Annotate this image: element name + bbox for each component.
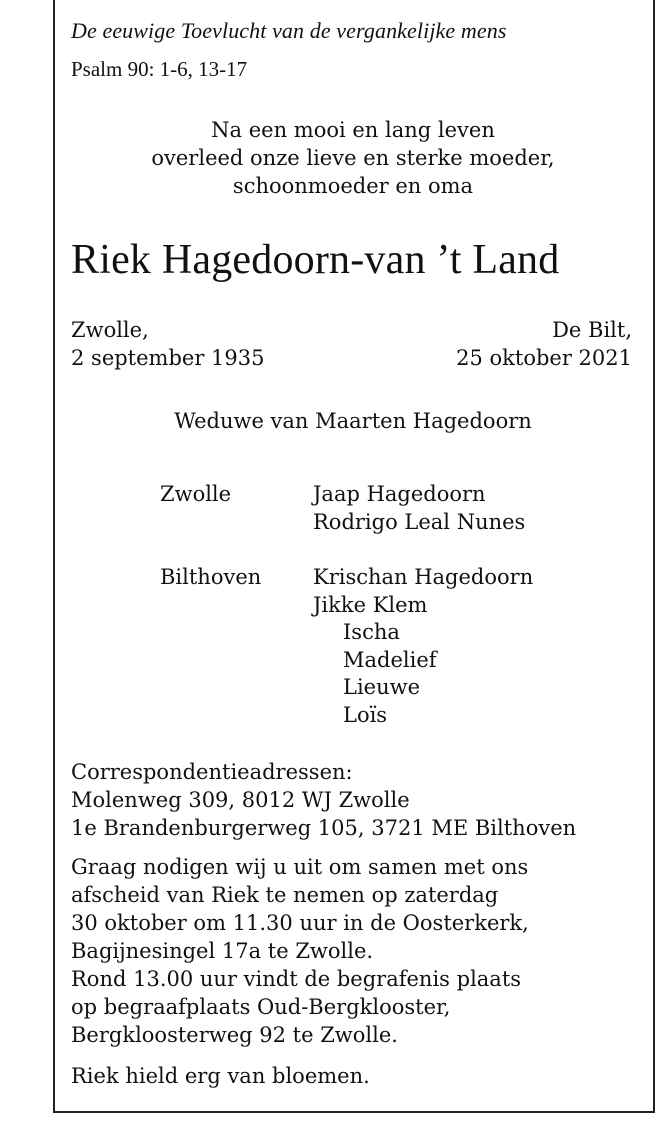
family-place: Zwolle [160,482,232,506]
death-info [456,316,632,372]
invitation-line: 30 oktober om 11.30 uur in de Oosterkerk, [71,911,529,935]
birth-info [71,316,265,372]
invitation-line: Bagijnesingel 17a te Zwolle. [71,939,374,963]
widow-line: Weduwe van Maarten Hagedoorn [174,409,532,433]
correspondence-line: Correspondentieadressen: [71,760,353,784]
death-place: De Bilt, [552,318,632,342]
correspondence-line: 1e Brandenburgerweg 105, 3721 ME Bilthoven [71,816,577,840]
family-person: Rodrigo Leal Nunes [313,509,526,534]
grandchild: Lieuwe [343,675,421,699]
grandchild: Loïs [343,702,388,727]
correspondence-addresses [71,758,576,842]
intro-line: overleed onze lieve en sterke moeder, [151,146,555,170]
death-date: 25 oktober 2021 [456,346,632,370]
birth-date: 2 september 1935 [71,346,265,370]
birth-place: Zwolle, [71,318,149,342]
family-place: Bilthoven [160,565,262,589]
invitation-line: Graag nodigen wij u uit om samen met ons [71,855,529,879]
grandchild: Ischa [343,620,400,644]
family-persons [313,481,525,536]
invitation-line: Bergkloosterweg 92 te Zwolle. [71,1023,398,1047]
closing-note: Riek hield erg van bloemen. [71,1064,370,1088]
correspondence-line: Molenweg 309, 8012 WJ Zwolle [71,788,410,812]
invitation-text [71,853,529,1049]
family-person: Krischan Hagedoorn [313,565,534,589]
psalm-reference: Psalm 90: 1-6, 13-17 [71,57,248,81]
intro-line: Na een mooi en lang leven [211,118,495,142]
invitation-line: op begraafplaats Oud-Bergklooster, [71,995,451,1019]
family-person: Jaap Hagedoorn [313,482,486,506]
intro-line: schoonmoeder en oma [232,174,474,198]
grandchild: Madelief [343,647,437,672]
intro-text [71,116,635,200]
motto: De eeuwige Toevlucht van de vergankelijke mens [71,18,507,43]
invitation-line: afscheid van Riek te nemen op zaterdag [71,883,499,907]
family-person: Jikke Klem [313,592,428,617]
deceased-name: Riek Hagedoorn-van ’t Land [71,237,560,283]
family-persons [313,564,533,729]
invitation-line: Rond 13.00 uur vindt de begrafenis plaats [71,967,522,991]
